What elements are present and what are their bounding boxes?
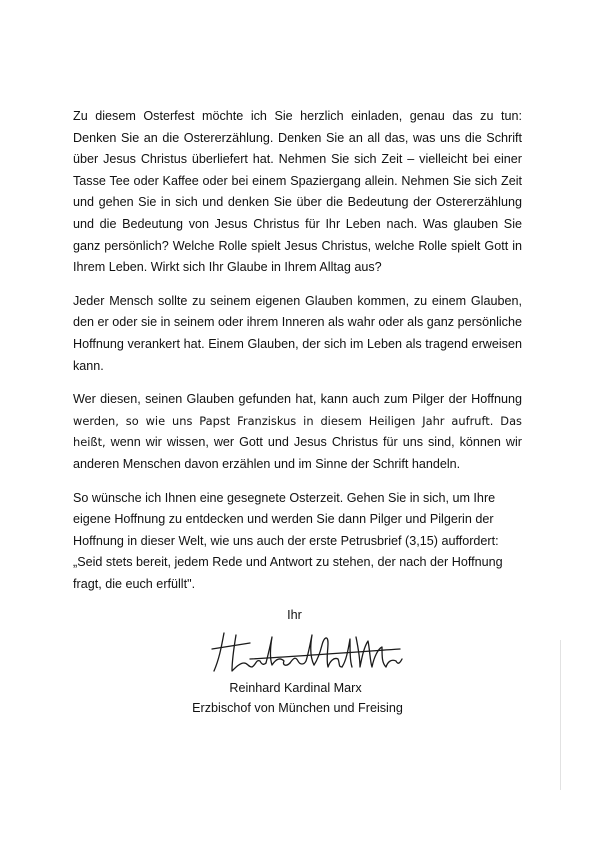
paragraph-3-rest: wenn wir wissen, wer Gott und Jesus Christus für uns sind, können wir anderen Menschen davon erzählen und im Sinne der Schrift handeln.: [73, 435, 522, 471]
letter-body: [73, 106, 522, 595]
scripture-quote: „Seid stets bereit, jedem Rede und Antwort zu stehen, der nach der Hoffnung fragt, die euch erfüllt".: [73, 555, 503, 591]
paragraph-2: Jeder Mensch sollte zu seinem eigenen Glauben kommen, zu einem Glauben, den er oder sie in seinem oder ihrem Inneren als wahr oder als ganz persönliche Hoffnung verankert hat. Einem Glauben, der sich im Leben als tragend erweisen kann.: [73, 293, 522, 373]
signer-name: Reinhard Kardinal Marx: [229, 681, 362, 695]
paragraph-3-line-1: Wer diesen, seinen Glauben gefunden hat, kann auch zum Pilger der Hoffnung: [73, 392, 522, 407]
signature-image: [210, 627, 405, 677]
paragraph-3-line-2: werden, so wie uns Papst Franziskus in diesem Heiligen Jahr aufruft. Das heißt,: [73, 413, 522, 450]
scan-edge-line: [560, 640, 561, 790]
closing-word: Ihr: [287, 608, 302, 622]
paragraph-4: [73, 488, 522, 596]
paragraph-1: Zu diesem Osterfest möchte ich Sie herzlich einladen, genau das zu tun: Denken Sie an die Ostererzählung. Denken Sie an all das, was uns die Schrift über Jesus Christus überliefert hat. Nehmen Sie sich Zeit – vielleicht bei einer Tasse Tee oder Kaffee oder bei einem Spaziergang allein. Nehmen Sie sich Zeit und gehen Sie in sich und denken Sie über die Bedeutung der Ostererzählung und die Bedeutung von Jesus Christus für Ihr Leben nach. Was glauben Sie ganz persönlich? Welche Rolle spielt Jesus Christus, welche Rolle spielt Gott in Ihrem Leben. Wirkt sich Ihr Glaube in Ihrem Alltag aus?: [73, 109, 522, 275]
paragraph-3: [73, 389, 522, 475]
signer-title: Erzbischof von München und Freising: [192, 701, 403, 715]
paragraph-4-text: So wünsche ich Ihnen eine gesegnete Osterzeit. Gehen Sie in sich, um Ihre eigene Hoffnung zu entdecken und werden Sie dann Pilger und Pilgerin der Hoffnung in dieser Welt, wie uns auch der erste Petrusbrief (3,15) auffordert:: [73, 490, 499, 548]
